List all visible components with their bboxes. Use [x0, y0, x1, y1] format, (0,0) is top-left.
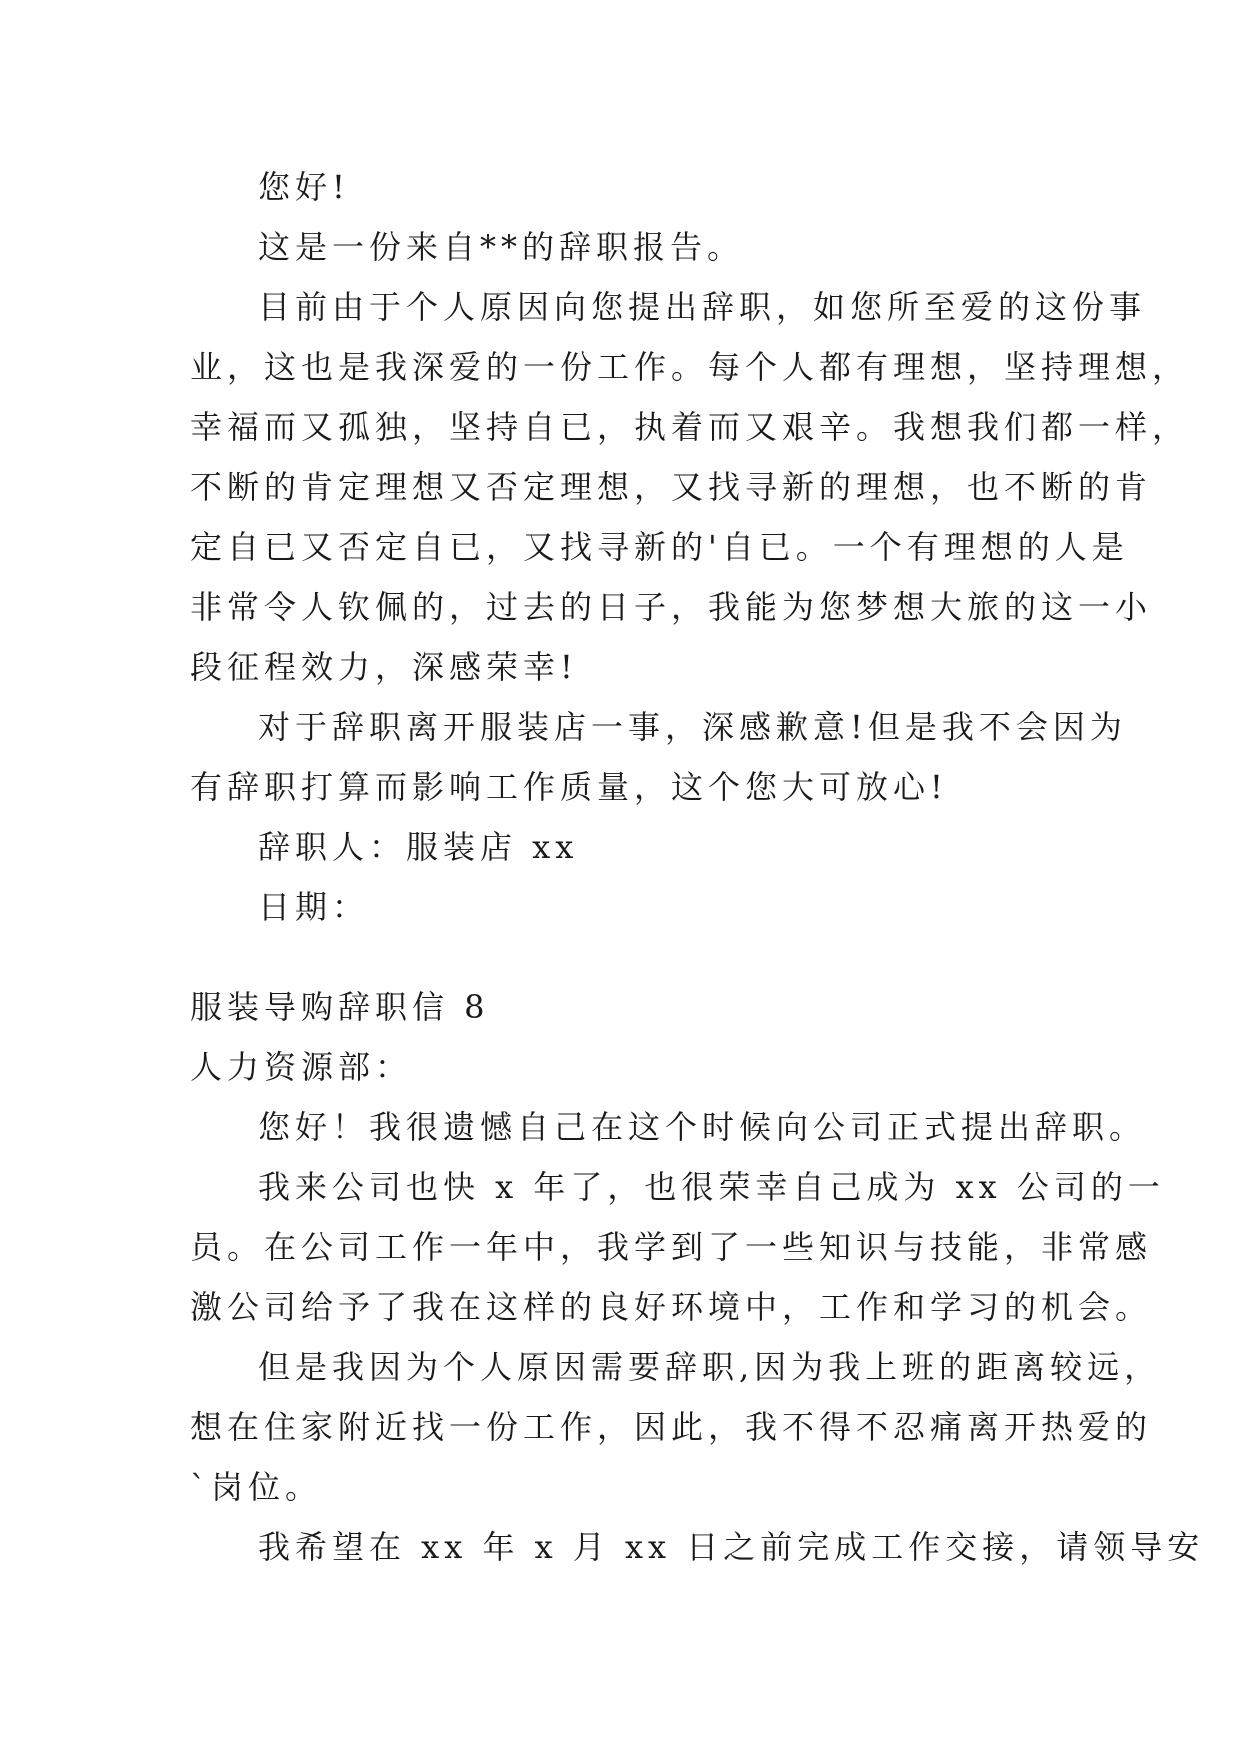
- letter1-para1-line: 业，这也是我深爱的一份工作。每个人都有理想，坚持理想，: [190, 348, 1190, 386]
- letter2-para2-line: `岗位。: [190, 1468, 323, 1506]
- letter1-para1-line: 定自已又否定自已，又找寻新的'自已。一个有理想的人是: [190, 528, 1129, 566]
- letter1-para1-line: 段征程效力，深感荣幸!: [190, 648, 578, 686]
- letter1-para1-line: 不断的肯定理想又否定理想，又找寻新的理想，也不断的肯: [190, 468, 1153, 506]
- letter2-para1-line: 我来公司也快 x 年了，也很荣幸自己成为 xx 公司的一: [258, 1168, 1165, 1206]
- letter2-para3-line: 我希望在 xx 年 x 月 xx 日之前完成工作交接，请领导安: [258, 1528, 1205, 1566]
- letter2-title: 服装导购辞职信 8: [190, 988, 490, 1026]
- letter1-intro: 这是一份来自**的辞职报告。: [258, 228, 745, 266]
- letter1-para1-line: 非常令人钦佩的，过去的日子，我能为您梦想大旅的这一小: [190, 588, 1153, 626]
- letter1-para2-line: 有辞职打算而影响工作质量，这个您大可放心!: [190, 768, 948, 806]
- letter2-recipient: 人力资源部：: [190, 1048, 413, 1086]
- letter1-para2-line: 对于辞职离开服装店一事，深感歉意!但是我不会因为: [258, 708, 1127, 746]
- letter1-date: 日期：: [258, 888, 370, 926]
- letter1-signer: 辞职人：服装店 xx: [258, 828, 579, 866]
- letter1-greeting: 您好!: [258, 168, 350, 206]
- letter2-para2-line: 但是我因为个人原因需要辞职,因为我上班的距离较远，: [258, 1348, 1162, 1386]
- letter1-para1-line: 目前由于个人原因向您提出辞职，如您所至爱的这份事: [258, 288, 1147, 326]
- letter2-para1-line: 激公司给予了我在这样的良好环境中，工作和学习的机会。: [190, 1288, 1153, 1326]
- letter2-greeting: 您好！我很遗憾自己在这个时候向公司正式提出辞职。: [258, 1108, 1147, 1146]
- letter1-para1-line: 幸福而又孤独，坚持自已，执着而又艰辛。我想我们都一样，: [190, 408, 1190, 446]
- letter2-para1-line: 员。在公司工作一年中，我学到了一些知识与技能，非常感: [190, 1228, 1153, 1266]
- letter2-para2-line: 想在住家附近找一份工作，因此，我不得不忍痛离开热爱的: [190, 1408, 1153, 1446]
